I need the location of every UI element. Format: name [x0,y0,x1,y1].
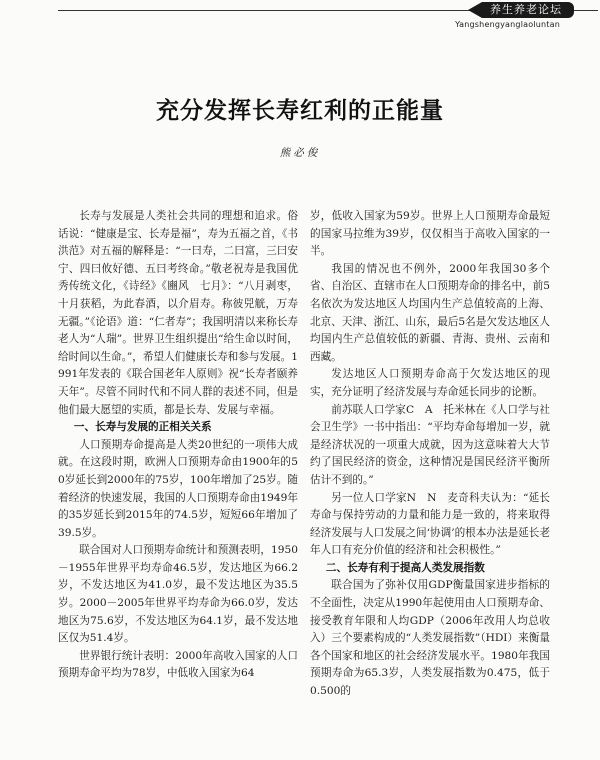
left-column [58,208,309,683]
section-heading: 一、长寿与发展的正相关关系 [73,421,212,434]
right-column [310,208,550,701]
section-tag: 养生养老论坛 [482,2,574,18]
article-author: 熊必俊 [279,147,321,159]
paragraph: 岁，低收入国家为59岁。世界上人口预期寿命最短的国家马拉维为39岁，仅仅相当于高收入国家的一半。 [310,210,550,258]
paragraph: 人口预期寿命提高是人类20世纪的一项伟大成就。在这段时期，欧洲人口预期寿命由1900年的50岁延长到2000年的75岁，100年增加了25岁。随着经济的快速发展，我国的人口预期寿命由1949年的35岁延长到2015年的74.5岁，短短66年增加了39.5岁。 [58,438,298,539]
paragraph: 前苏联人口学家C A 托米林在《人口学与社会卫生学》一书中指出：“平均寿命每增加一岁，就是经济状况的一项重大成就，因为这意味着大大节约了国民经济的资金，这种情况是国民经济平衡所估计不到的。” [310,403,550,486]
paragraph: 长寿与发展是人类社会共同的理想和追求。俗话说：“健康是宝、长寿是福”，寿为五福之首，《书 洪范》对五福的解释是：“一曰寿，二曰富，三曰安宁、四曰攸好德、五曰考终命。”敬老祝寿是我国优秀传统文化，《诗经》《豳风 七月》：“八月剥枣，十月获稻，为此春酒，以介眉寿。称彼兕觥，万寿无疆。”《论语》道：“仁者寿”；我国明清以来称长寿老人为“人瑞”。世界卫生组织提出“给生命以时间，给时间以生命。”，希望人们健康长寿和参与发展。1991年发表的《联合国老年人原则》祝“长寿者颐养天年”。尽管不同时代和不同人群的表述不同，但是他们最大愿望的实质，都是长寿、发展与幸福。 [58,210,309,416]
paragraph: 联合国对人口预期寿命统计和预测表明，1950－1955年世界平均寿命46.5岁，发达地区为66.2岁，不发达地区为41.0岁，最不发达地区为35.5岁。2000－2005年世界平均寿命为66.0岁，发达地区为75.6岁，不发达地区为64.1岁，最不发达地区仅为51.4岁。 [58,544,298,645]
article-title: 充分发挥长寿红利的正能量 [156,98,444,124]
paragraph: 发达地区人口预期寿命高于欠发达地区的现实，充分证明了经济发展与寿命延长同步的论断。 [310,368,550,398]
paragraph: 联合国为了弥补仅用GDP衡量国家进步指标的不全面性，决定从1990年起使用由人口预期寿命、接受教育年限和人均GDP（2006年改用人均总收入）三个要素构成的“人类发展指数”（HDI）来衡量各个国家和地区的社会经济发展水平。1980年我国预期寿命为65.3岁，人类发展指数为0.475，低于0.500的 [310,579,550,698]
paragraph: 我国的情况也不例外，2000年我国30多个省、自治区、直辖市在人口预期寿命的排名中，前5名依次为发达地区人均国内生产总值较高的上海、北京、天津、浙江、山东，最后5名是欠发达地区人均国内生产总值较低的新疆、青海、贵州、云南和西藏。 [310,262,550,363]
section-heading: 二、长寿有利于提高人类发展指数 [325,561,485,574]
paragraph: 世界银行统计表明：2000年高收入国家的人口预期寿命平均为78岁，中低收入国家为64 [58,649,298,680]
section-pinyin: Yangshengyanglaoluntan [455,20,560,29]
paragraph: 另一位人口学家N N 麦奇科夫认为：“延长寿命与保持劳动的力量和能力是一致的，将来取得经济发展与人口发展之间‘协调’的根本办法是延长老年人口有充分价值的经济和社会积极性。” [310,491,550,557]
